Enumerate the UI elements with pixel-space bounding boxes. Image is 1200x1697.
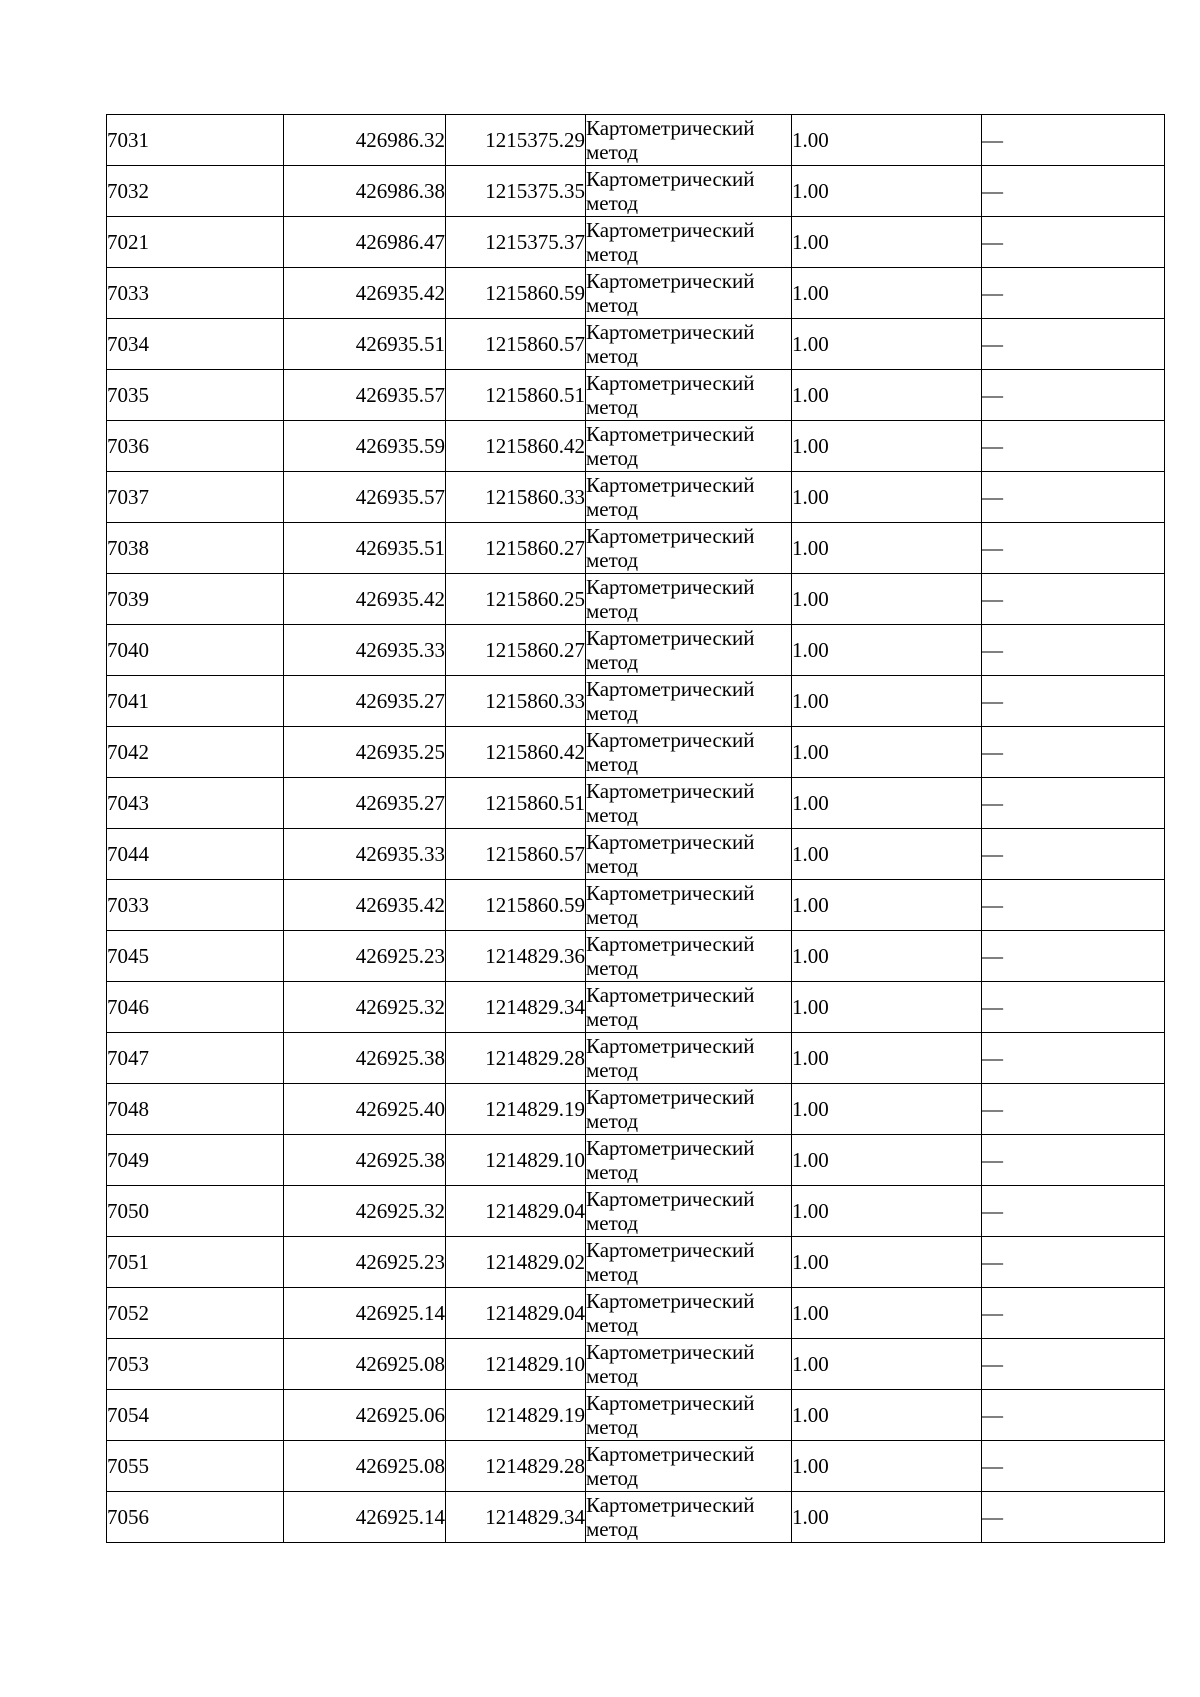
point-number-cell: 7033 [107,880,284,931]
table-body [107,115,1165,1543]
y-coordinate-cell: 1214829.10 [446,1339,586,1390]
method-line-2: метод [586,752,639,776]
y-coordinate-cell: 1214829.19 [446,1390,586,1441]
point-number-cell: 7047 [107,1033,284,1084]
method-cell [586,217,792,268]
empty-value-dash: — [982,638,1003,662]
y-coordinate-cell: 1214829.02 [446,1237,586,1288]
method-cell [586,625,792,676]
method-cell [586,1033,792,1084]
x-coordinate-cell: 426925.08 [284,1441,446,1492]
y-coordinate-cell: 1215860.42 [446,421,586,472]
empty-value-dash: — [982,689,1003,713]
method-line-1: Картометрический [586,1340,755,1364]
table-row [107,268,1165,319]
description-cell [982,1288,1165,1339]
y-coordinate-cell: 1215860.51 [446,370,586,421]
point-number-cell: 7037 [107,472,284,523]
accuracy-cell: 1.00 [792,625,982,676]
y-coordinate-cell: 1214829.04 [446,1288,586,1339]
description-cell [982,1186,1165,1237]
y-coordinate-cell: 1215860.59 [446,880,586,931]
table-row [107,982,1165,1033]
x-coordinate-cell: 426935.27 [284,676,446,727]
table-row [107,727,1165,778]
point-number-cell: 7053 [107,1339,284,1390]
x-coordinate-cell: 426925.14 [284,1492,446,1543]
table-row [107,778,1165,829]
table-row [107,472,1165,523]
x-coordinate-cell: 426935.42 [284,574,446,625]
method-line-1: Картометрический [586,779,755,803]
method-line-1: Картометрический [586,167,755,191]
table-row [107,625,1165,676]
empty-value-dash: — [982,587,1003,611]
empty-value-dash: — [982,179,1003,203]
description-cell [982,1492,1165,1543]
accuracy-cell: 1.00 [792,1033,982,1084]
method-cell [586,1237,792,1288]
accuracy-cell: 1.00 [792,1492,982,1543]
empty-value-dash: — [982,485,1003,509]
method-cell [586,1492,792,1543]
table-row [107,829,1165,880]
y-coordinate-cell: 1214829.36 [446,931,586,982]
y-coordinate-cell: 1215860.27 [446,625,586,676]
x-coordinate-cell: 426925.14 [284,1288,446,1339]
method-line-1: Картометрический [586,626,755,650]
empty-value-dash: — [982,1046,1003,1070]
description-cell [982,166,1165,217]
description-cell [982,727,1165,778]
x-coordinate-cell: 426925.23 [284,1237,446,1288]
method-line-2: метод [586,701,639,725]
y-coordinate-cell: 1214829.28 [446,1033,586,1084]
method-line-1: Картометрический [586,881,755,905]
x-coordinate-cell: 426925.32 [284,1186,446,1237]
point-number-cell: 7049 [107,1135,284,1186]
point-number-cell: 7045 [107,931,284,982]
accuracy-cell: 1.00 [792,727,982,778]
x-coordinate-cell: 426925.06 [284,1390,446,1441]
empty-value-dash: — [982,842,1003,866]
method-line-2: метод [586,242,639,266]
point-number-cell: 7048 [107,1084,284,1135]
table-row [107,1033,1165,1084]
method-line-2: метод [586,1466,639,1490]
empty-value-dash: — [982,1301,1003,1325]
x-coordinate-cell: 426935.27 [284,778,446,829]
accuracy-cell: 1.00 [792,319,982,370]
table-row [107,1237,1165,1288]
empty-value-dash: — [982,383,1003,407]
table-row [107,1186,1165,1237]
method-cell [586,727,792,778]
method-line-2: метод [586,293,639,317]
empty-value-dash: — [982,893,1003,917]
y-coordinate-cell: 1215860.59 [446,268,586,319]
empty-value-dash: — [982,791,1003,815]
empty-value-dash: — [982,230,1003,254]
method-cell [586,982,792,1033]
point-number-cell: 7043 [107,778,284,829]
method-line-2: метод [586,140,639,164]
description-cell [982,115,1165,166]
y-coordinate-cell: 1215860.27 [446,523,586,574]
method-line-2: метод [586,344,639,368]
description-cell [982,982,1165,1033]
point-number-cell: 7044 [107,829,284,880]
y-coordinate-cell: 1215860.57 [446,319,586,370]
method-line-1: Картометрический [586,677,755,701]
x-coordinate-cell: 426986.32 [284,115,446,166]
x-coordinate-cell: 426935.25 [284,727,446,778]
accuracy-cell: 1.00 [792,472,982,523]
point-number-cell: 7054 [107,1390,284,1441]
empty-value-dash: — [982,1199,1003,1223]
table-row [107,217,1165,268]
empty-value-dash: — [982,332,1003,356]
description-cell [982,1441,1165,1492]
accuracy-cell: 1.00 [792,1186,982,1237]
method-cell [586,1186,792,1237]
method-line-1: Картометрический [586,830,755,854]
table-row [107,370,1165,421]
method-line-1: Картометрический [586,269,755,293]
accuracy-cell: 1.00 [792,1237,982,1288]
table-row [107,676,1165,727]
method-line-1: Картометрический [586,1085,755,1109]
method-cell [586,574,792,625]
x-coordinate-cell: 426935.33 [284,829,446,880]
method-cell [586,1339,792,1390]
method-line-2: метод [586,1415,639,1439]
point-number-cell: 7033 [107,268,284,319]
point-number-cell: 7050 [107,1186,284,1237]
point-number-cell: 7042 [107,727,284,778]
empty-value-dash: — [982,1505,1003,1529]
method-line-1: Картометрический [586,371,755,395]
description-cell [982,829,1165,880]
method-line-2: метод [586,854,639,878]
empty-value-dash: — [982,740,1003,764]
accuracy-cell: 1.00 [792,115,982,166]
point-number-cell: 7039 [107,574,284,625]
method-line-2: метод [586,497,639,521]
method-line-1: Картометрический [586,218,755,242]
y-coordinate-cell: 1215375.37 [446,217,586,268]
empty-value-dash: — [982,434,1003,458]
accuracy-cell: 1.00 [792,676,982,727]
method-cell [586,931,792,982]
x-coordinate-cell: 426935.57 [284,370,446,421]
description-cell [982,268,1165,319]
accuracy-cell: 1.00 [792,523,982,574]
table-row [107,1339,1165,1390]
table-row [107,1084,1165,1135]
description-cell [982,1033,1165,1084]
description-cell [982,472,1165,523]
empty-value-dash: — [982,1148,1003,1172]
point-number-cell: 7032 [107,166,284,217]
point-number-cell: 7051 [107,1237,284,1288]
method-line-2: метод [586,905,639,929]
method-line-2: метод [586,1109,639,1133]
x-coordinate-cell: 426925.40 [284,1084,446,1135]
point-number-cell: 7038 [107,523,284,574]
method-line-2: метод [586,1007,639,1031]
accuracy-cell: 1.00 [792,1390,982,1441]
method-line-2: метод [586,803,639,827]
method-line-1: Картометрический [586,1034,755,1058]
coordinates-table [106,114,1165,1543]
method-line-2: метод [586,191,639,215]
description-cell [982,523,1165,574]
accuracy-cell: 1.00 [792,880,982,931]
method-cell [586,880,792,931]
method-cell [586,676,792,727]
y-coordinate-cell: 1215860.51 [446,778,586,829]
method-line-1: Картометрический [586,1238,755,1262]
method-line-1: Картометрический [586,524,755,548]
method-cell [586,778,792,829]
y-coordinate-cell: 1214829.34 [446,982,586,1033]
method-line-2: метод [586,548,639,572]
y-coordinate-cell: 1215860.57 [446,829,586,880]
method-line-2: метод [586,650,639,674]
description-cell [982,1339,1165,1390]
y-coordinate-cell: 1215860.33 [446,472,586,523]
empty-value-dash: — [982,1097,1003,1121]
empty-value-dash: — [982,128,1003,152]
y-coordinate-cell: 1215860.42 [446,727,586,778]
description-cell [982,421,1165,472]
method-cell [586,268,792,319]
table-row [107,931,1165,982]
method-line-2: метод [586,1364,639,1388]
x-coordinate-cell: 426935.51 [284,523,446,574]
accuracy-cell: 1.00 [792,1339,982,1390]
x-coordinate-cell: 426935.42 [284,268,446,319]
method-line-2: метод [586,1517,639,1541]
method-cell [586,472,792,523]
description-cell [982,1237,1165,1288]
x-coordinate-cell: 426935.42 [284,880,446,931]
description-cell [982,1135,1165,1186]
table-row [107,115,1165,166]
method-line-1: Картометрический [586,320,755,344]
empty-value-dash: — [982,536,1003,560]
method-cell [586,829,792,880]
method-line-1: Картометрический [586,983,755,1007]
accuracy-cell: 1.00 [792,1084,982,1135]
description-cell [982,676,1165,727]
point-number-cell: 7031 [107,115,284,166]
empty-value-dash: — [982,944,1003,968]
y-coordinate-cell: 1215860.33 [446,676,586,727]
method-cell [586,319,792,370]
y-coordinate-cell: 1215375.29 [446,115,586,166]
description-cell [982,880,1165,931]
table-row [107,880,1165,931]
method-line-2: метод [586,1058,639,1082]
table-row [107,319,1165,370]
method-line-2: метод [586,395,639,419]
empty-value-dash: — [982,1454,1003,1478]
description-cell [982,1390,1165,1441]
x-coordinate-cell: 426935.51 [284,319,446,370]
point-number-cell: 7036 [107,421,284,472]
point-number-cell: 7046 [107,982,284,1033]
description-cell [982,625,1165,676]
method-line-2: метод [586,1160,639,1184]
point-number-cell: 7041 [107,676,284,727]
empty-value-dash: — [982,281,1003,305]
x-coordinate-cell: 426925.08 [284,1339,446,1390]
empty-value-dash: — [982,1352,1003,1376]
method-line-1: Картометрический [586,1136,755,1160]
point-number-cell: 7034 [107,319,284,370]
x-coordinate-cell: 426925.38 [284,1135,446,1186]
accuracy-cell: 1.00 [792,1441,982,1492]
accuracy-cell: 1.00 [792,166,982,217]
method-line-2: метод [586,956,639,980]
accuracy-cell: 1.00 [792,1135,982,1186]
method-line-2: метод [586,1211,639,1235]
description-cell [982,574,1165,625]
y-coordinate-cell: 1214829.04 [446,1186,586,1237]
y-coordinate-cell: 1215860.25 [446,574,586,625]
point-number-cell: 7021 [107,217,284,268]
point-number-cell: 7056 [107,1492,284,1543]
table-row [107,1288,1165,1339]
x-coordinate-cell: 426925.23 [284,931,446,982]
method-cell [586,421,792,472]
empty-value-dash: — [982,995,1003,1019]
method-line-2: метод [586,1262,639,1286]
method-cell [586,115,792,166]
method-line-1: Картометрический [586,1187,755,1211]
method-cell [586,370,792,421]
point-number-cell: 7055 [107,1441,284,1492]
x-coordinate-cell: 426925.32 [284,982,446,1033]
y-coordinate-cell: 1214829.28 [446,1441,586,1492]
description-cell [982,370,1165,421]
method-cell [586,1135,792,1186]
accuracy-cell: 1.00 [792,778,982,829]
accuracy-cell: 1.00 [792,1288,982,1339]
y-coordinate-cell: 1214829.19 [446,1084,586,1135]
accuracy-cell: 1.00 [792,829,982,880]
table-row [107,1135,1165,1186]
accuracy-cell: 1.00 [792,574,982,625]
x-coordinate-cell: 426925.38 [284,1033,446,1084]
method-cell [586,1441,792,1492]
point-number-cell: 7040 [107,625,284,676]
method-line-1: Картометрический [586,932,755,956]
method-line-2: метод [586,1313,639,1337]
method-line-1: Картометрический [586,422,755,446]
description-cell [982,217,1165,268]
empty-value-dash: — [982,1403,1003,1427]
point-number-cell: 7052 [107,1288,284,1339]
method-line-1: Картометрический [586,1442,755,1466]
x-coordinate-cell: 426935.33 [284,625,446,676]
table-row [107,421,1165,472]
x-coordinate-cell: 426986.47 [284,217,446,268]
method-cell [586,1390,792,1441]
method-line-1: Картометрический [586,1289,755,1313]
empty-value-dash: — [982,1250,1003,1274]
y-coordinate-cell: 1214829.34 [446,1492,586,1543]
x-coordinate-cell: 426935.59 [284,421,446,472]
accuracy-cell: 1.00 [792,982,982,1033]
y-coordinate-cell: 1215375.35 [446,166,586,217]
accuracy-cell: 1.00 [792,421,982,472]
method-cell [586,166,792,217]
y-coordinate-cell: 1214829.10 [446,1135,586,1186]
accuracy-cell: 1.00 [792,931,982,982]
accuracy-cell: 1.00 [792,268,982,319]
method-line-1: Картометрический [586,473,755,497]
point-number-cell: 7035 [107,370,284,421]
table-row [107,574,1165,625]
x-coordinate-cell: 426935.57 [284,472,446,523]
accuracy-cell: 1.00 [792,370,982,421]
method-cell [586,1084,792,1135]
method-line-2: метод [586,599,639,623]
table-row [107,166,1165,217]
method-cell [586,523,792,574]
method-line-1: Картометрический [586,116,755,140]
method-line-1: Картометрический [586,728,755,752]
method-line-1: Картометрический [586,1493,755,1517]
method-line-1: Картометрический [586,575,755,599]
table-row [107,1441,1165,1492]
x-coordinate-cell: 426986.38 [284,166,446,217]
accuracy-cell: 1.00 [792,217,982,268]
table-row [107,523,1165,574]
method-line-2: метод [586,446,639,470]
table-row [107,1492,1165,1543]
description-cell [982,931,1165,982]
description-cell [982,319,1165,370]
description-cell [982,778,1165,829]
method-cell [586,1288,792,1339]
description-cell [982,1084,1165,1135]
method-line-1: Картометрический [586,1391,755,1415]
table-row [107,1390,1165,1441]
